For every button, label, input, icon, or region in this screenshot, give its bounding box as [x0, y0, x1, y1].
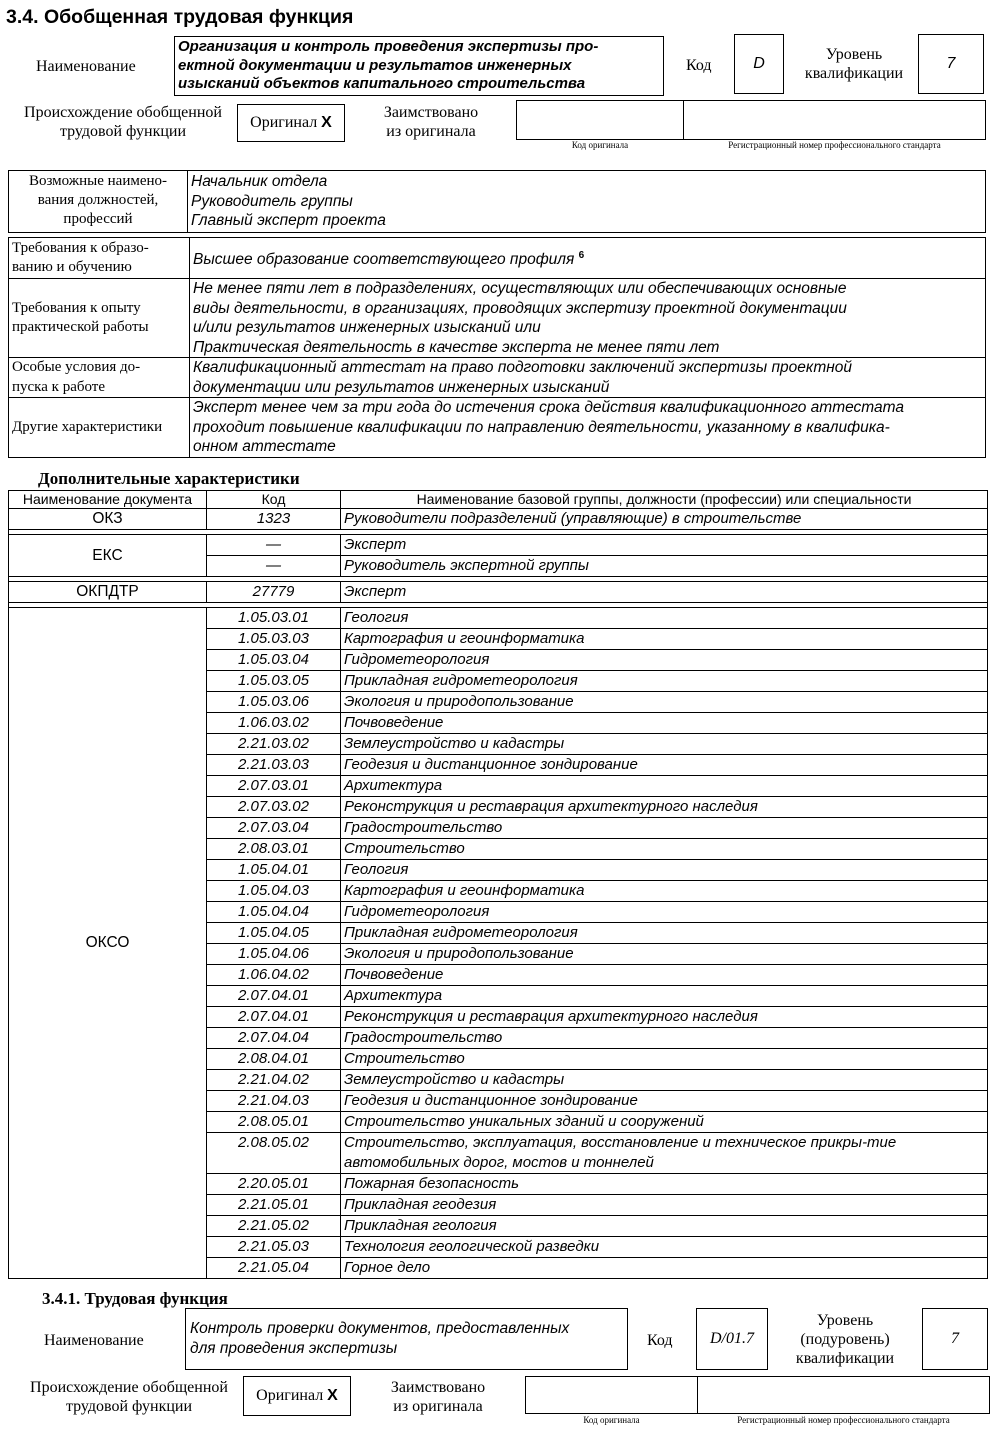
sub-origin-label: [14, 1378, 244, 1416]
requirement-label-line: Требования к опыту: [12, 299, 141, 316]
okso-code: 2.21.04.03: [207, 1091, 341, 1112]
okso-code: 2.07.04.01: [207, 986, 341, 1007]
okso-name: Картография и геоинформатика: [341, 881, 988, 902]
okso-rows: [9, 608, 988, 1279]
sub-name-label: Наименование: [44, 1332, 144, 1349]
code-value-box: [734, 34, 784, 94]
section-title: 3.4. Обобщенная трудовая функция: [6, 6, 354, 28]
okso-code: 1.06.04.02: [207, 965, 341, 986]
okso-code: 2.21.04.02: [207, 1070, 341, 1091]
borrowed-label-line: Заимствовано: [383, 104, 479, 121]
okso-name: Градостроительство: [341, 1028, 988, 1049]
function-name-line: изысканий объектов капитального строительства: [178, 75, 586, 92]
okso-name: Гидрометеорология: [341, 902, 988, 923]
requirement-label-line: Другие характеристики: [12, 418, 163, 435]
code-original-box: [516, 100, 684, 140]
sub-original-label: Оригинал: [256, 1387, 324, 1404]
origin-label: [8, 103, 238, 141]
extra-name: Эксперт: [341, 535, 988, 556]
okso-code: 1.05.04.06: [207, 944, 341, 965]
requirement-line: документации или результатов инженерных изысканий: [193, 378, 610, 396]
positions-label-line: Возможные наимено-: [28, 173, 168, 189]
sub-code-original-caption: Код оригинала: [583, 1415, 640, 1425]
okso-code: 2.08.03.01: [207, 839, 341, 860]
name-label: Наименование: [36, 58, 136, 75]
okso-name: Пожарная безопасность: [341, 1174, 988, 1195]
okso-code: 2.08.04.01: [207, 1049, 341, 1070]
extra-code: —: [207, 556, 341, 577]
requirement-line: Не менее пяти лет в подразделениях, осуществляющих или обеспечивающих основные: [193, 280, 847, 297]
extra-name: Эксперт: [341, 582, 988, 603]
origin-label-line: трудовой функции: [59, 123, 187, 140]
okso-code: 2.07.04.01: [207, 1007, 341, 1028]
reg-number-caption: Регистрационный номер профессионального стандарта: [728, 140, 941, 150]
okso-name: Почвоведение: [341, 713, 988, 734]
extra-header-code: Код: [207, 491, 341, 509]
okso-name: Геология: [341, 608, 988, 629]
extra-table: [8, 490, 988, 1279]
okso-name: Почвоведение: [341, 965, 988, 986]
positions-label-line: вания должностей,: [37, 192, 159, 208]
requirement-value: [190, 238, 986, 279]
doc-okz: ОКЗ: [9, 509, 207, 530]
okso-code: 1.05.03.01: [207, 608, 341, 629]
sub-original-box: [243, 1376, 351, 1416]
sub-code-label: Код: [647, 1332, 673, 1349]
okso-name: Реконструкция и реставрация архитектурного наследия: [341, 1007, 988, 1028]
positions-label-line: профессий: [63, 211, 133, 227]
extra-title: Дополнительные характеристики: [38, 469, 300, 488]
sub-code-original-box: [525, 1376, 698, 1414]
sub-code-value-box: [696, 1308, 768, 1370]
requirement-label-line: пуска к работе: [12, 378, 105, 395]
okso-code: 1.05.04.01: [207, 860, 341, 881]
original-label: Оригинал: [250, 114, 318, 131]
sub-level-label-line: Уровень: [816, 1312, 874, 1329]
sub-function-name-line: Контроль проверки документов, предоставленных: [190, 1320, 570, 1337]
level-value-box: [918, 34, 984, 94]
requirement-line: Высшее образование соответствующего профиля: [193, 251, 575, 269]
okso-name: Землеустройство и кадастры: [341, 1070, 988, 1091]
level-label-line: квалификации: [804, 65, 904, 82]
okso-name: Градостроительство: [341, 818, 988, 839]
extra-row: [9, 535, 988, 556]
sub-reg-number-box: [697, 1376, 990, 1414]
requirement-line: проходит повышение квалификации по направлению деятельности, указанному в квалифика-: [193, 418, 890, 436]
doc-okpdtr: ОКПДТР: [9, 582, 207, 603]
level-value: 7: [946, 55, 956, 72]
sub-origin-label-line: трудовой функции: [65, 1398, 193, 1415]
requirements-table: [8, 237, 986, 458]
okso-code: 1.05.04.03: [207, 881, 341, 902]
sub-borrowed-label: [372, 1378, 504, 1416]
okso-code: 1.05.04.05: [207, 923, 341, 944]
original-mark: X: [321, 114, 332, 131]
extra-header-name: Наименование базовой группы, должности (профессии) или специальности: [341, 491, 988, 509]
okso-name: Прикладная гидрометеорология: [341, 923, 988, 944]
borrowed-label-line: из оригинала: [386, 123, 476, 140]
doc-okso: ОКСО: [9, 608, 207, 1279]
requirement-line: Практическая деятельность в качестве эксперта не менее пяти лет: [193, 338, 720, 356]
okso-name: Геодезия и дистанционное зондирование: [341, 755, 988, 776]
sub-function-name-box: [185, 1308, 628, 1370]
okso-code: 2.07.03.04: [207, 818, 341, 839]
original-box: [237, 104, 345, 142]
okso-name: Архитектура: [341, 986, 988, 1007]
okso-name: Прикладная геодезия: [341, 1195, 988, 1216]
requirement-label: [9, 279, 190, 358]
positions-table: [8, 170, 986, 233]
extra-header-doc: Наименование документа: [9, 491, 207, 509]
positions-label: [9, 171, 188, 233]
okso-name: Строительство, эксплуатация, восстановление и техническое прикры-тие автомобильных дорог, мостов и тоннелей: [341, 1133, 988, 1174]
okso-name: Архитектура: [341, 776, 988, 797]
okso-code: 2.08.05.02: [207, 1133, 341, 1174]
requirement-label-line: Особые условия до-: [12, 359, 141, 375]
okso-code: 2.21.03.03: [207, 755, 341, 776]
requirement-line: Эксперт менее чем за три года до истечения срока действия квалификационного аттестата: [193, 399, 905, 416]
requirement-label-line: ванию и обучению: [12, 259, 132, 275]
requirement-label-line: практической работы: [12, 319, 149, 335]
function-name-line: ектной документации и результатов инженерных: [178, 56, 572, 74]
position-item: Главный эксперт проекта: [191, 212, 386, 229]
okso-code: 1.05.03.06: [207, 692, 341, 713]
okso-name: Экология и природопользование: [341, 944, 988, 965]
extra-name: Руководители подразделений (управляющие) в строительстве: [341, 509, 988, 530]
okso-code: 2.07.04.04: [207, 1028, 341, 1049]
function-name-box: [174, 36, 664, 96]
sub-level-label-line: (подуровень): [800, 1331, 890, 1348]
sub-function-name-line: для проведения экспертизы: [190, 1340, 398, 1357]
okso-name: Экология и природопользование: [341, 692, 988, 713]
extra-code: 27779: [207, 582, 341, 603]
okso-code: 1.05.03.03: [207, 629, 341, 650]
origin-label-line: Происхождение обобщенной: [24, 104, 222, 121]
okso-name: Строительство уникальных зданий и сооружений: [341, 1112, 988, 1133]
okso-code: 1.06.03.02: [207, 713, 341, 734]
okso-code: 2.07.03.02: [207, 797, 341, 818]
extra-header-row: [9, 491, 988, 509]
position-item: Начальник отдела: [191, 173, 328, 190]
sub-reg-number-caption: Регистрационный номер профессионального стандарта: [737, 1415, 950, 1425]
level-label: [796, 45, 912, 83]
okso-code: 2.07.03.01: [207, 776, 341, 797]
code-value: D: [753, 55, 765, 72]
requirement-row: [9, 238, 986, 279]
requirement-line: и/или результатов инженерных изысканий или: [193, 319, 541, 336]
sub-level-label: [780, 1311, 910, 1368]
okso-name: Строительство: [341, 839, 988, 860]
extra-name: Руководитель экспертной группы: [341, 556, 988, 577]
sub-title: 3.4.1. Трудовая функция: [42, 1289, 228, 1308]
doc-eks: ЕКС: [9, 535, 207, 577]
requirement-row: [9, 358, 986, 398]
okso-code: 2.21.03.02: [207, 734, 341, 755]
extra-row: [9, 582, 988, 603]
okso-name: Гидрометеорология: [341, 650, 988, 671]
requirement-value: [190, 398, 986, 458]
sub-borrowed-label-line: из оригинала: [393, 1398, 483, 1415]
requirement-label: [9, 358, 190, 398]
level-label-line: Уровень: [825, 46, 883, 63]
requirement-label-line: Требования к образо-: [12, 239, 149, 256]
requirement-line: Квалификационный аттестат на право подготовки заключений экспертизы проектной: [193, 359, 853, 376]
okso-name: Реконструкция и реставрация архитектурного наследия: [341, 797, 988, 818]
okso-code: 2.21.05.01: [207, 1195, 341, 1216]
okso-row: [9, 608, 988, 629]
code-label: Код: [686, 57, 712, 74]
sub-borrowed-label-line: Заимствовано: [390, 1379, 486, 1396]
okso-name: Картография и геоинформатика: [341, 629, 988, 650]
okso-code: 2.20.05.01: [207, 1174, 341, 1195]
okso-code: 2.08.05.01: [207, 1112, 341, 1133]
extra-code: —: [207, 535, 341, 556]
okso-code: 2.21.05.03: [207, 1237, 341, 1258]
sub-level-value-box: [922, 1308, 988, 1370]
requirement-label: [9, 238, 190, 279]
okso-name: Технология геологической разведки: [341, 1237, 988, 1258]
position-item: Руководитель группы: [191, 192, 353, 210]
requirement-value: [190, 279, 986, 358]
okso-code: 2.21.05.04: [207, 1258, 341, 1279]
okso-code: 1.05.03.04: [207, 650, 341, 671]
code-original-caption: Код оригинала: [571, 140, 629, 150]
okso-name: Строительство: [341, 1049, 988, 1070]
okso-name: Землеустройство и кадастры: [341, 734, 988, 755]
positions-values: [188, 171, 986, 233]
footnote-mark: 6: [578, 250, 585, 262]
extra-code: 1323: [207, 509, 341, 530]
sub-level-value: 7: [951, 1330, 959, 1347]
requirement-line: виды деятельности, в организациях, проводящих экспертизу проектной документации: [193, 299, 847, 317]
sub-code-value: D/01.7: [710, 1330, 754, 1347]
sub-level-label-line: квалификации: [795, 1350, 895, 1367]
requirement-row: [9, 279, 986, 358]
okso-name: Горное дело: [341, 1258, 988, 1279]
reg-number-box: [683, 100, 986, 140]
extra-row: [9, 509, 988, 530]
okso-code: 1.05.04.04: [207, 902, 341, 923]
okso-code: 2.21.05.02: [207, 1216, 341, 1237]
function-name-line: Организация и контроль проведения экспертизы про-: [178, 38, 599, 55]
borrowed-label: [365, 103, 497, 141]
requirement-value: [190, 358, 986, 398]
okso-name: Геодезия и дистанционное зондирование: [341, 1091, 988, 1112]
requirement-line: онном аттестате: [193, 438, 336, 455]
okso-name: Геология: [341, 860, 988, 881]
requirement-row: [9, 398, 986, 458]
sub-origin-label-line: Происхождение обобщенной: [30, 1379, 228, 1396]
okso-name: Прикладная геология: [341, 1216, 988, 1237]
sub-original-mark: X: [327, 1387, 338, 1404]
requirement-label: [9, 398, 190, 458]
okso-name: Прикладная гидрометеорология: [341, 671, 988, 692]
okso-code: 1.05.03.05: [207, 671, 341, 692]
